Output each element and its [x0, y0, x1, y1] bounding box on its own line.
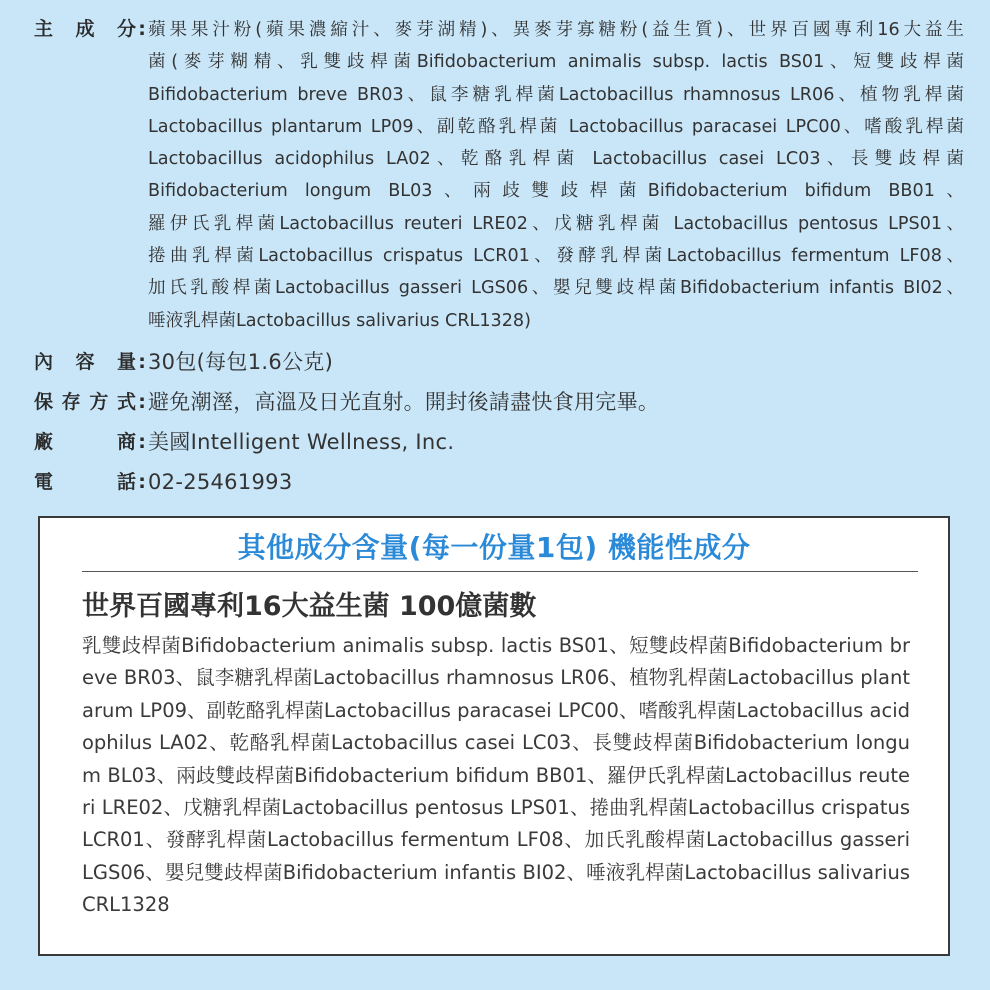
storage-row: [34, 387, 964, 417]
ingredients-row: [34, 14, 964, 337]
ingredients-line: Bifidobacterium breve BR03、鼠李糖乳桿菌Lactobacillus rhamnosus LR06、植物乳桿菌: [148, 84, 964, 105]
content-label: 內 容 量: [34, 350, 136, 373]
storage-label: 保 存 方 式: [34, 390, 136, 413]
functional-ingredients-box: [38, 516, 950, 956]
storage-colon: :: [138, 390, 146, 413]
ingredients-line: 蘋果果汁粉(蘋果濃縮汁、麥芽湖精)、異麥芽寡糖粉(益生質)、世界百國專利16大益生: [148, 20, 964, 40]
ingredients-value: [148, 14, 964, 337]
maker-value: 美國Intelligent Wellness, Inc.: [148, 429, 455, 454]
phone-value: 02-25461993: [148, 469, 293, 494]
spec-section: [34, 14, 964, 507]
ingredients-label: 主 成 分: [34, 18, 136, 40]
box-divider: [82, 571, 918, 572]
maker-colon: :: [138, 430, 146, 453]
box-body: 乳雙歧桿菌Bifidobacterium animalis subsp. lactis BS01、短雙歧桿菌Bifidobacterium breve BR03、鼠李糖乳桿菌Lactobacillus rhamnosus LR06、植物乳桿菌Lactobacillus plantarum LP09、副乾酪乳桿菌Lactobacillus paracasei LPC00、嗜酸乳桿菌Lactobacillus acidophilus LA02、乾酪乳桿菌Lactobacillus casei LC03、長雙歧桿菌Bifidobacterium longum BL03、兩歧雙歧桿菌Bifidobacterium bifidum BB01、羅伊氏乳桿菌Lactobacillus reuteri LRE02、戊糖乳桿菌Lactobacillus pentosus LPS01、捲曲乳桿菌Lactobacillus crispatus LCR01、發酵乳桿菌Lactobacillus fermentum LF08、加氏乳酸桿菌Lactobacillus gasseri LGS06、嬰兒雙歧桿菌Bifidobacterium infantis BI02、唾液乳桿菌Lactobacillus salivarius CRL1328: [82, 634, 910, 917]
ingredients-line: 捲曲乳桿菌Lactobacillus crispatus LCR01、發酵乳桿菌Lactobacillus fermentum LF08、: [148, 246, 964, 267]
ingredients-line: Lactobacillus acidophilus LA02、乾酪乳桿菌 Lactobacillus casei LC03、長雙歧桿菌: [148, 149, 964, 170]
maker-label: 廠 商: [34, 430, 136, 453]
content-colon: :: [138, 350, 146, 373]
box-title: 其他成分含量(每一份量1包) 機能性成分: [237, 531, 751, 564]
ingredients-line: Bifidobacterium longum BL03、兩歧雙歧桿菌Bifidobacterium bifidum BB01、: [148, 181, 964, 202]
ingredients-line: 唾液乳桿菌Lactobacillus salivarius CRL1328): [148, 310, 531, 331]
content-row: [34, 347, 964, 377]
ingredients-line: 加氏乳酸桿菌Lactobacillus gasseri LGS06、嬰兒雙歧桿菌Bifidobacterium infantis BI02、: [148, 278, 964, 299]
ingredients-line: 羅伊氏乳桿菌Lactobacillus reuteri LRE02、戊糖乳桿菌 Lactobacillus pentosus LPS01、: [148, 213, 964, 234]
phone-label: 電 話: [34, 470, 136, 493]
maker-row: [34, 427, 964, 457]
phone-colon: :: [138, 470, 146, 493]
ingredients-line: Lactobacillus plantarum LP09、副乾酪乳桿菌 Lactobacillus paracasei LPC00、嗜酸乳桿菌: [148, 116, 964, 137]
phone-row: [34, 467, 964, 497]
storage-value: 避免潮溼，高溫及日光直射。開封後請盡快食用完畢。: [148, 389, 660, 414]
box-subtitle: 世界百國專利16大益生菌 100億菌數: [82, 591, 537, 622]
content-value: 30包(每包1.6公克): [148, 349, 334, 374]
ingredients-colon: :: [138, 18, 146, 40]
ingredients-line: 菌(麥芽糊精、乳雙歧桿菌Bifidobacterium animalis subsp. lactis BS01、短雙歧桿菌: [148, 52, 964, 73]
